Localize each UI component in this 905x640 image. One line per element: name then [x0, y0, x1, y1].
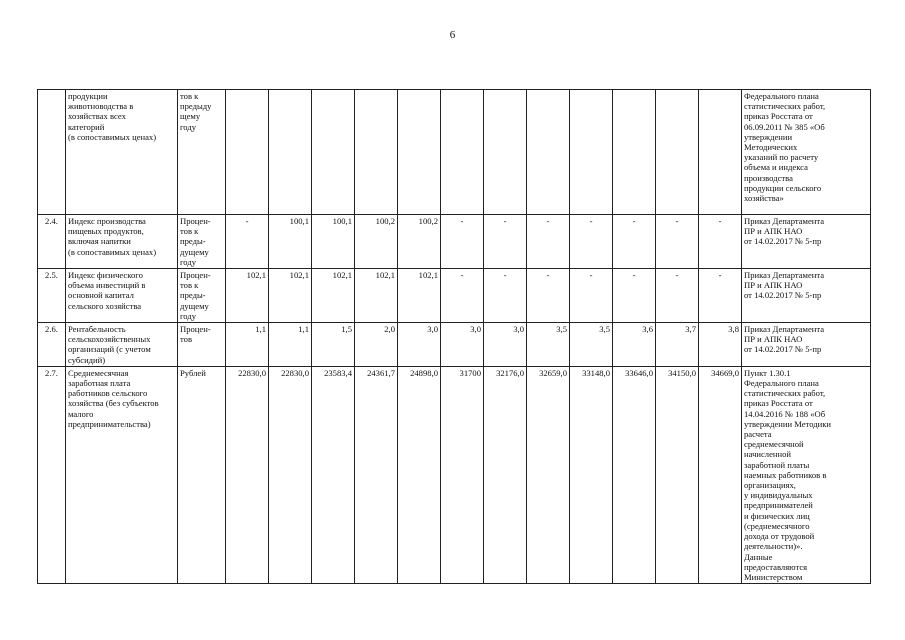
- value-cell: 102,1: [355, 269, 398, 323]
- row-number: 2.5.: [38, 269, 66, 323]
- value-cell: [398, 90, 441, 215]
- value-cell: -: [441, 269, 484, 323]
- row-number: 2.7.: [38, 366, 66, 583]
- value-cell: -: [613, 215, 656, 269]
- value-cell: 22830,0: [269, 366, 312, 583]
- indicator-name: Рентабельность сельскохозяйственных организаций (с учетом субсидий): [66, 323, 178, 367]
- value-cell: 3,0: [484, 323, 527, 367]
- value-cell: -: [570, 215, 613, 269]
- value-cell: -: [484, 269, 527, 323]
- value-cell: 102,1: [312, 269, 355, 323]
- value-cell: 1,1: [269, 323, 312, 367]
- value-cell: 23583,4: [312, 366, 355, 583]
- source-cell: Приказ Департамента ПР и АПК НАО от 14.02.2017 № 5-пр: [742, 323, 871, 367]
- value-cell: -: [441, 215, 484, 269]
- value-cell: 102,1: [226, 269, 269, 323]
- source-cell: Приказ Департамента ПР и АПК НАО от 14.02.2017 № 5-пр: [742, 269, 871, 323]
- value-cell: -: [699, 269, 742, 323]
- value-cell: [269, 90, 312, 215]
- value-cell: 100,1: [269, 215, 312, 269]
- value-cell: 24361,7: [355, 366, 398, 583]
- value-cell: 34669,0: [699, 366, 742, 583]
- source-cell: Пункт 1.30.1 Федерального плана статистических работ, приказ Росстата от 14.04.2016 № 188 «Об утверждении Методики расчета среднемесячной начисленной заработной платы наемных работников в организациях, у индивидуальных предпринимателей и физических лиц (среднемесячного дохода от трудовой деятельности)». Данные предоставляются Министерством: [742, 366, 871, 583]
- value-cell: 102,1: [269, 269, 312, 323]
- value-cell: -: [484, 215, 527, 269]
- value-cell: 32176,0: [484, 366, 527, 583]
- value-cell: 102,1: [398, 269, 441, 323]
- value-cell: 34150,0: [656, 366, 699, 583]
- indicator-name: Среднемесячная заработная плата работников сельского хозяйства (без субъектов малого предпринимательства): [66, 366, 178, 583]
- unit-cell: Рублей: [178, 366, 226, 583]
- value-cell: -: [226, 215, 269, 269]
- value-cell: 3,8: [699, 323, 742, 367]
- table-row: [38, 215, 871, 269]
- value-cell: 24898,0: [398, 366, 441, 583]
- value-cell: -: [570, 269, 613, 323]
- table-row: [38, 366, 871, 583]
- value-cell: 3,6: [613, 323, 656, 367]
- page-number: 6: [449, 29, 456, 41]
- row-number: [38, 90, 66, 215]
- value-cell: -: [613, 269, 656, 323]
- row-number: 2.6.: [38, 323, 66, 367]
- indicator-name: Индекс производства пищевых продуктов, включая напитки (в сопоставимых ценах): [66, 215, 178, 269]
- value-cell: 22830,0: [226, 366, 269, 583]
- value-cell: 33148,0: [570, 366, 613, 583]
- indicator-name: продукции животноводства в хозяйствах всех категорий (в сопоставимых ценах): [66, 90, 178, 215]
- value-cell: 1,5: [312, 323, 355, 367]
- value-cell: -: [527, 215, 570, 269]
- value-cell: 3,0: [398, 323, 441, 367]
- value-cell: -: [699, 215, 742, 269]
- value-cell: [226, 90, 269, 215]
- value-cell: -: [527, 269, 570, 323]
- value-cell: -: [656, 269, 699, 323]
- source-cell: Федерального плана статистических работ, приказ Росстата от 06.09.2011 № 385 «Об утверждении Методических указаний по расчету объема и индекса производства продукции сельского хозяйства»: [742, 90, 871, 215]
- value-cell: 100,2: [355, 215, 398, 269]
- value-cell: 3,7: [656, 323, 699, 367]
- indicators-table: [37, 89, 871, 584]
- unit-cell: Процен- тов к преды- дущему году: [178, 269, 226, 323]
- table-row: [38, 269, 871, 323]
- value-cell: [613, 90, 656, 215]
- table-row: [38, 90, 871, 215]
- source-cell: Приказ Департамента ПР и АПК НАО от 14.02.2017 № 5-пр: [742, 215, 871, 269]
- value-cell: 100,2: [398, 215, 441, 269]
- value-cell: 3,0: [441, 323, 484, 367]
- value-cell: [699, 90, 742, 215]
- unit-cell: Процен- тов к преды- дущему году: [178, 215, 226, 269]
- value-cell: -: [656, 215, 699, 269]
- value-cell: [570, 90, 613, 215]
- value-cell: [484, 90, 527, 215]
- value-cell: 3,5: [527, 323, 570, 367]
- indicator-name: Индекс физического объема инвестиций в основной капитал сельского хозяйства: [66, 269, 178, 323]
- value-cell: [527, 90, 570, 215]
- value-cell: 3,5: [570, 323, 613, 367]
- value-cell: 1,1: [226, 323, 269, 367]
- unit-cell: Процен- тов: [178, 323, 226, 367]
- value-cell: 31700: [441, 366, 484, 583]
- row-number: 2.4.: [38, 215, 66, 269]
- value-cell: [312, 90, 355, 215]
- value-cell: 33646,0: [613, 366, 656, 583]
- value-cell: [441, 90, 484, 215]
- value-cell: [656, 90, 699, 215]
- value-cell: [355, 90, 398, 215]
- value-cell: 32659,0: [527, 366, 570, 583]
- value-cell: 2,0: [355, 323, 398, 367]
- table-row: [38, 323, 871, 367]
- unit-cell: тов к предыду щему году: [178, 90, 226, 215]
- value-cell: 100,1: [312, 215, 355, 269]
